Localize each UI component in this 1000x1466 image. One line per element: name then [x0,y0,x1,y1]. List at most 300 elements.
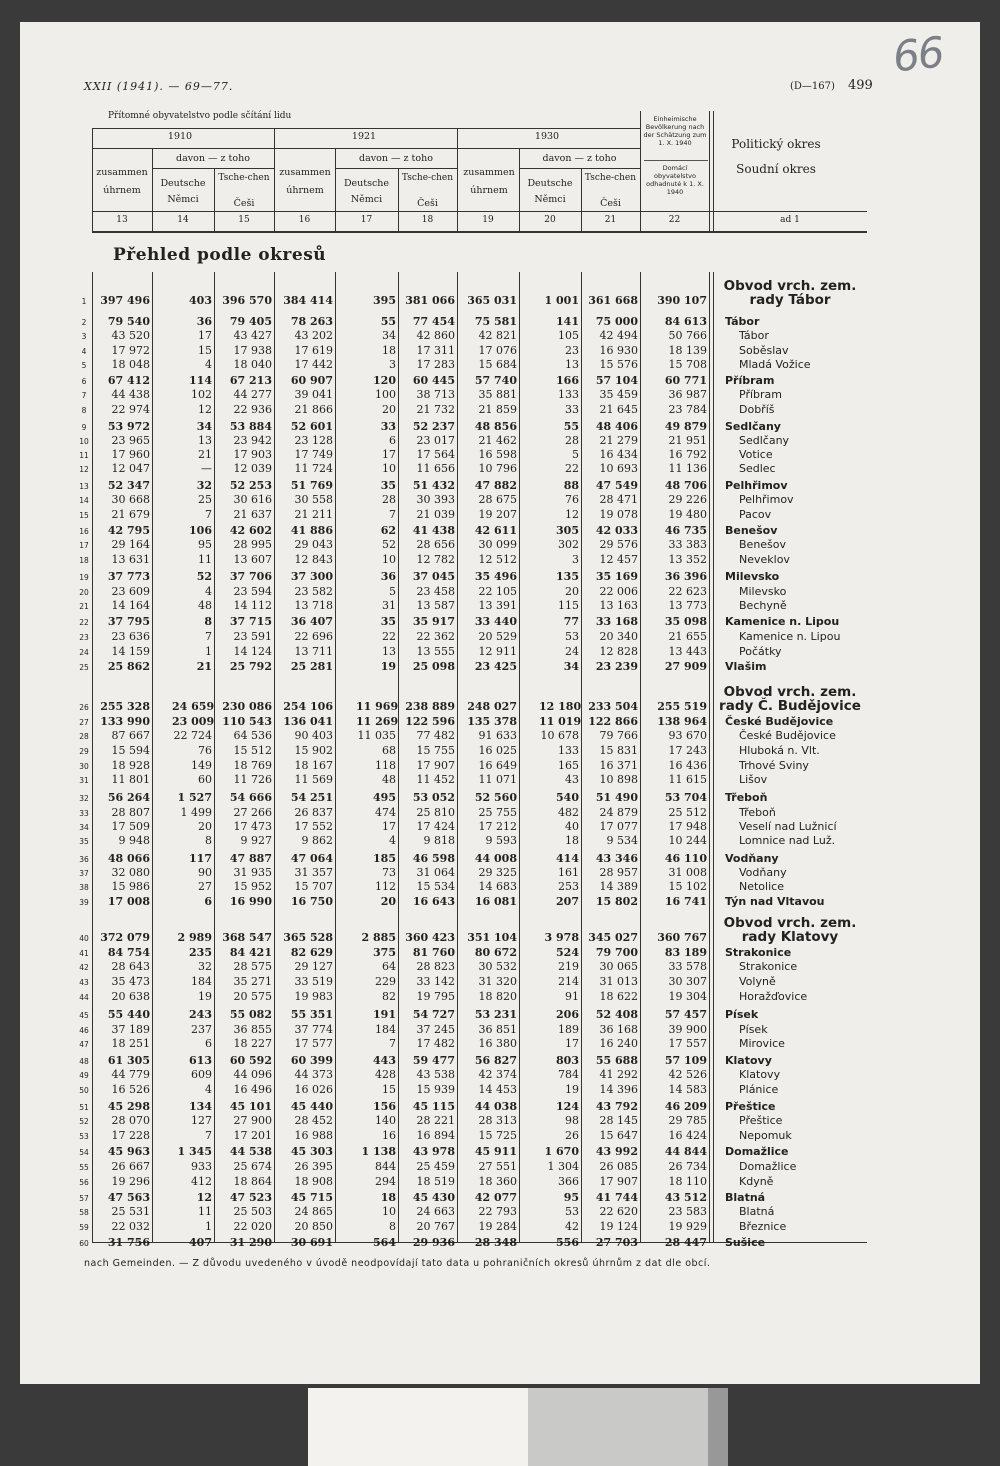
table-cell: 19 296 [111,1175,150,1188]
political-district-name: Kamenice n. Lipou [725,615,840,628]
table-cell: 45 440 [290,1100,333,1113]
table-cell: 36 [380,570,396,583]
table-cell: 11 [198,553,212,566]
political-district-name: České Budějovice [725,715,834,728]
table-cell: 16 649 [478,759,517,772]
row-number: 4 [81,347,87,356]
table-cell: 25 098 [412,660,455,673]
table-cell: 21 732 [416,403,455,416]
tschechen-1910: Tsche-chen [218,173,270,183]
table-cell: 6 [205,1037,212,1050]
table-cell: 219 [558,960,579,973]
political-district-name: Tábor [725,315,760,328]
table-cell: 19 284 [478,1220,517,1233]
row-number: 39 [79,898,89,907]
row-number: 52 [79,1117,89,1126]
table-cell: 37 706 [229,570,272,583]
table-cell: 8 [389,1220,396,1233]
table-cell: 13 773 [668,599,707,612]
table-caption: Přítomné obyvatelstvo podle sčítání lidu [108,111,292,121]
table-cell: 5 [572,448,579,461]
table-cell: 10 [382,553,396,566]
table-cell: 23 594 [233,585,272,598]
table-cell: 20 [380,895,396,908]
table-row [0,358,1000,372]
table-cell: 114 [189,374,212,387]
table-cell: 43 427 [233,329,272,342]
table-row [0,852,1000,866]
table-cell: 41 292 [599,1068,638,1081]
table-row [0,759,1000,773]
table-cell: 82 629 [290,946,333,959]
table-cell: 13 443 [668,645,707,658]
table-cell: 3 [389,358,396,371]
table-cell: 25 [198,493,212,506]
column-number: ad 1 [780,215,800,225]
table-cell: 25 512 [668,806,707,819]
table-cell: 28 471 [599,493,638,506]
table-cell: 4 [205,1083,212,1096]
table-cell: 19 929 [668,1220,707,1233]
table-cell: 138 964 [657,715,707,728]
table-row [0,715,1000,729]
table-cell: 90 403 [294,729,333,742]
table-cell: 474 [375,806,396,819]
table-cell: 28 575 [233,960,272,973]
table-row [0,538,1000,552]
table-cell: 31 756 [107,1236,150,1249]
deutsche-1910: Deutsche [160,178,206,189]
table-cell: 3 978 [544,931,579,944]
table-cell: 45 715 [290,1191,333,1204]
judicial-district-name: Nepomuk [739,1129,792,1142]
table-cell: 25 792 [229,660,272,673]
table-cell: 35 [380,615,396,628]
table-cell: 55 351 [290,1008,333,1021]
table-cell: 37 045 [412,570,455,583]
table-cell: 44 373 [294,1068,333,1081]
table-cell: 22 006 [599,585,638,598]
table-cell: 20 [198,820,212,833]
table-cell: 17 424 [416,820,455,833]
table-cell: 2 885 [361,931,396,944]
table-cell: 407 [189,1236,212,1249]
political-district-name: Blatná [725,1191,766,1204]
table-cell: 91 [565,990,579,1003]
table-cell: 18 [382,344,396,357]
table-row [0,420,1000,434]
table-cell: 9 593 [485,834,517,847]
table-cell: 102 [191,388,212,401]
table-cell: 12 843 [294,553,333,566]
table-cell: 1 345 [177,1145,212,1158]
row-number: 2 [81,318,87,327]
row-number: 58 [79,1208,89,1217]
table-cell: 90 [198,866,212,879]
table-cell: 11 801 [111,773,150,786]
table-cell: 45 303 [290,1145,333,1158]
judicial-district-name: České Budějovice [739,729,836,742]
table-cell: 25 281 [290,660,333,673]
table-cell: 7 [205,630,212,643]
table-cell: 64 536 [233,729,272,742]
table-cell: 15 684 [478,358,517,371]
table-cell: 16 434 [599,448,638,461]
table-row [0,946,1000,960]
table-cell: 37 189 [111,1023,150,1036]
table-cell: 31 290 [229,1236,272,1249]
table-cell: 13 607 [233,553,272,566]
table-cell: 31 064 [416,866,455,879]
table-cell: 134 [189,1100,212,1113]
row-number: 19 [79,573,89,582]
table-cell: 29 576 [599,538,638,551]
uhrnem-1921: úhrnem [286,185,324,196]
judicial-district-name: Třeboň [739,806,776,819]
column-number: 14 [177,215,189,225]
table-cell: 46 598 [412,852,455,865]
uhrnem-1930: úhrnem [470,185,508,196]
table-cell: 18 040 [233,358,272,371]
table-cell: 28 452 [294,1114,333,1127]
table-cell: 10 244 [668,834,707,847]
table-cell: 43 512 [664,1191,707,1204]
table-cell: 43 538 [416,1068,455,1081]
column-number: 15 [238,215,250,225]
table-cell: 21 [196,660,212,673]
table-cell: 19 983 [294,990,333,1003]
table-cell: 13 163 [599,599,638,612]
table-cell: 47 523 [229,1191,272,1204]
table-cell: 17 552 [294,820,333,833]
table-cell: 13 555 [416,645,455,658]
table-cell: 33 440 [474,615,517,628]
table-cell: 52 [196,570,212,583]
table-cell: 18 820 [478,990,517,1003]
table-cell: 30 668 [111,493,150,506]
table-row [0,1129,1000,1143]
table-cell: 42 077 [474,1191,517,1204]
table-cell: 67 412 [107,374,150,387]
table-cell: 35 459 [599,388,638,401]
table-cell: 31 013 [599,975,638,988]
table-cell: 50 766 [668,329,707,342]
table-cell: 122 596 [405,715,455,728]
table-cell: 8 [205,834,212,847]
table-cell: 29 936 [412,1236,455,1249]
table-cell: 20 340 [599,630,638,643]
table-row [0,508,1000,522]
table-cell: 16 026 [294,1083,333,1096]
handwritten-page-number: 66 [890,27,945,82]
table-cell: 25 810 [416,806,455,819]
table-cell: 44 779 [111,1068,150,1081]
table-cell: 55 440 [107,1008,150,1021]
table-cell: 62 [380,524,396,537]
table-cell: 34 [563,660,579,673]
table-cell: 77 454 [412,315,455,328]
table-cell: 76 [565,493,579,506]
table-row [0,329,1000,343]
table-cell: 100 [375,388,396,401]
series-reference: XXII (1941). — 69—77. [84,80,234,93]
table-cell: 302 [558,538,579,551]
table-cell: 47 882 [474,479,517,492]
table-cell: 9 927 [240,834,272,847]
table-cell: 77 482 [416,729,455,742]
table-cell: 13 587 [416,599,455,612]
judicial-district-name: Strakonice [739,960,798,973]
judicial-district-name: Přeštice [739,1114,783,1127]
row-number: 32 [79,794,89,803]
table-cell: 35 917 [412,615,455,628]
table-row [0,1191,1000,1205]
table-cell: 22 620 [599,1205,638,1218]
table-cell: 47 563 [107,1191,150,1204]
table-cell: 12 [196,1191,212,1204]
table-cell: 120 [373,374,396,387]
table-cell: 33 142 [416,975,455,988]
table-cell: 368 547 [222,931,272,944]
table-cell: 16 894 [416,1129,455,1142]
table-cell: 19 480 [668,508,707,521]
table-cell: 51 769 [290,479,333,492]
table-row [0,630,1000,644]
table-row [0,524,1000,538]
table-cell: 18 908 [294,1175,333,1188]
judicial-district-name: Mladá Vožice [739,358,811,371]
table-cell: 28 643 [111,960,150,973]
table-cell: 165 [558,759,579,772]
row-number: 47 [79,1040,89,1049]
judicial-district-name: Neveklov [739,553,790,566]
table-cell: 229 [375,975,396,988]
judicial-district-name: Veselí nad Lužnicí [739,820,837,833]
table-cell: 20 [565,585,579,598]
table-cell: 12 [565,508,579,521]
table-cell: 11 726 [233,773,272,786]
table-cell: 133 990 [100,715,150,728]
row-number: 44 [79,993,89,1002]
table-cell: 17 473 [233,820,272,833]
table-cell: 443 [373,1054,396,1067]
table-cell: 106 [189,524,212,537]
column-number: 13 [116,215,128,225]
judicial-district-name: Lomnice nad Luž. [739,834,836,847]
footnote: nach Gemeinden. — Z důvodu uvedeného v úvodě neodpovídají tato data u pohraničních okresů úhrnům z dat dle obcí. [84,1258,711,1269]
table-cell: 14 159 [111,645,150,658]
table-cell: 26 395 [294,1160,333,1173]
judicial-district-name: Votice [739,448,773,461]
table-cell: 141 [556,315,579,328]
table-cell: 22 974 [111,403,150,416]
uhrnem-1910: úhrnem [103,185,141,196]
table-cell: 53 231 [474,1008,517,1021]
table-cell: 46 110 [664,852,707,865]
judicial-district-name: Příbram [739,388,782,401]
table-cell: 10 796 [478,462,517,475]
table-cell: 15 102 [668,880,707,893]
table-row [0,806,1000,820]
table-cell: 27 703 [595,1236,638,1249]
table-cell: 15 647 [599,1129,638,1142]
table-cell: 53 884 [229,420,272,433]
judicial-district-name: Soběslav [739,344,789,357]
table-cell: 372 079 [100,931,150,944]
table-cell: 16 750 [290,895,333,908]
table-cell: 255 519 [657,700,707,713]
judicial-district-name: Tábor [739,329,769,342]
table-row [0,448,1000,462]
table-cell: 28 823 [416,960,455,973]
table-cell: 4 [205,358,212,371]
row-number: 16 [79,527,89,536]
column-number: 17 [360,215,373,225]
row-number: 11 [79,451,89,460]
table-cell: 17 482 [416,1037,455,1050]
domaci-header: Domácí obyvatelstvo odhadnuté k 1. X. 1940 [646,164,704,196]
table-cell: 31 935 [233,866,272,879]
table-cell: 16 988 [294,1129,333,1142]
table-cell: 13 [565,358,579,371]
table-cell: 79 405 [229,315,272,328]
table-cell: — [201,462,212,475]
table-row [0,700,1000,714]
table-cell: 15 725 [478,1129,517,1142]
table-cell: 32 080 [111,866,150,879]
table-cell: 55 [563,420,579,433]
row-number: 17 [79,541,89,550]
table-cell: 16 741 [664,895,707,908]
table-row [0,645,1000,659]
table-cell: 43 792 [595,1100,638,1113]
table-cell: 33 [565,403,579,416]
table-cell: 30 558 [294,493,333,506]
table-cell: 30 393 [416,493,455,506]
table-cell: 52 237 [412,420,455,433]
table-cell: 127 [191,1114,212,1127]
table-cell: 15 952 [233,880,272,893]
cesi-1930: Češi [600,198,621,209]
table-cell: 56 264 [107,791,150,804]
table-cell: 23 965 [111,434,150,447]
political-district-name: Písek [725,1008,759,1021]
table-row [0,388,1000,402]
row-number: 15 [79,511,89,520]
table-cell: 21 951 [668,434,707,447]
table-cell: 26 [565,1129,579,1142]
row-number: 22 [79,618,89,627]
table-cell: 21 645 [599,403,638,416]
table-cell: 11 269 [356,715,399,728]
table-cell: 75 581 [474,315,517,328]
table-cell: 9 948 [118,834,150,847]
table-cell: 18 139 [668,344,707,357]
table-cell: 15 939 [416,1083,455,1096]
table-cell: 42 526 [668,1068,707,1081]
table-cell: 42 494 [599,329,638,342]
table-cell: 375 [373,946,396,959]
year-1921: 1921 [351,131,377,142]
table-cell: 397 496 [100,294,150,307]
table-cell: 18 360 [478,1175,517,1188]
table-cell: 524 [556,946,579,959]
table-cell: 11 569 [294,773,333,786]
table-cell: 16 526 [111,1083,150,1096]
table-cell: 24 [565,645,579,658]
table-cell: 16 380 [478,1037,517,1050]
table-row [0,462,1000,476]
table-cell: 365 528 [283,931,333,944]
row-number: 42 [79,963,89,972]
table-cell: 60 445 [412,374,455,387]
table-cell: 12 911 [478,645,517,658]
table-cell: 60 399 [290,1054,333,1067]
table-row [0,744,1000,758]
table-row [0,374,1000,388]
table-cell: 1 138 [361,1145,396,1158]
table-cell: 133 [558,388,579,401]
table-cell: 45 430 [412,1191,455,1204]
table-cell: 39 041 [294,388,333,401]
table-cell: 30 099 [478,538,517,551]
table-cell: 21 [198,448,212,461]
table-cell: 29 127 [294,960,333,973]
table-cell: 365 031 [467,294,517,307]
table-cell: 60 771 [664,374,707,387]
table-cell: 15 802 [595,895,638,908]
row-number: 30 [79,762,89,771]
zusammen-1921: zusammen [279,167,331,178]
table-cell: 12 [198,403,212,416]
table-row [0,931,1000,945]
table-cell: 93 670 [668,729,707,742]
table-cell: 47 549 [595,479,638,492]
table-cell: 52 601 [290,420,333,433]
table-cell: 15 512 [233,744,272,757]
table-cell: 48 856 [474,420,517,433]
table-row [0,1114,1000,1128]
table-cell: 55 082 [229,1008,272,1021]
row-number: 1 [81,297,87,306]
table-cell: 84 754 [107,946,150,959]
table-cell: 17 [382,448,396,461]
table-cell: 35 [380,479,396,492]
table-cell: 64 [382,960,396,973]
table-cell: 82 [382,990,396,1003]
table-cell: 16 240 [599,1037,638,1050]
table-cell: 540 [556,791,579,804]
table-cell: 136 041 [283,715,333,728]
row-number: 20 [79,588,89,597]
table-cell: 53 704 [664,791,707,804]
table-cell: 233 504 [588,700,638,713]
table-cell: 803 [556,1054,579,1067]
judicial-district-name: Písek [739,1023,768,1036]
table-cell: 395 [373,294,396,307]
table-cell: 15 576 [599,358,638,371]
table-cell: 28 447 [664,1236,707,1249]
political-district-name: Příbram [725,374,775,387]
row-number: 7 [81,391,87,400]
table-cell: 28 313 [478,1114,517,1127]
table-cell: 43 978 [412,1145,455,1158]
table-cell: 784 [558,1068,579,1081]
nemci-1921: Němci [350,194,383,205]
table-row [0,1220,1000,1234]
table-cell: 11 019 [539,715,582,728]
table-cell: 14 396 [599,1083,638,1096]
